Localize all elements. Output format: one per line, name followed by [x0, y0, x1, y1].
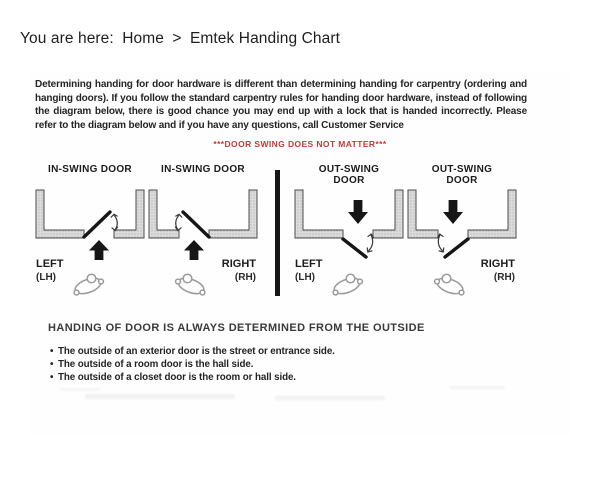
hand-word: LEFT — [295, 258, 323, 270]
hand-label — [481, 258, 515, 284]
hand-label — [36, 258, 64, 284]
wall-left — [295, 190, 343, 238]
hand-abbr: (RH) — [493, 272, 515, 283]
breadcrumb-current: Emtek Handing Chart — [189, 30, 341, 47]
diagram-title: IN-SWING DOOR — [161, 164, 245, 175]
bullet-list — [50, 346, 410, 384]
wall-left — [468, 190, 516, 238]
outside-rule-heading: HANDING OF DOOR IS ALWAYS DETERMINED FROM THE OUTSIDE — [48, 322, 425, 334]
scan-artifact — [450, 386, 505, 389]
breadcrumb-link-home[interactable]: Home — [122, 30, 169, 47]
up-arrow-icon — [184, 240, 204, 260]
diagram-title: OUT-SWING DOOR — [318, 164, 380, 186]
hand-label — [222, 258, 256, 284]
door-leaf — [445, 239, 468, 257]
door-leaf — [183, 212, 209, 237]
breadcrumb-separator: > — [172, 30, 186, 47]
swing-arc-icon — [367, 234, 373, 252]
handing-chart-scan-image — [30, 70, 570, 436]
scan-artifact — [60, 388, 100, 391]
hand-word: RIGHT — [480, 258, 515, 270]
door-frame-graphic — [294, 188, 404, 260]
wall-right — [408, 190, 438, 238]
person-top-view-icon — [69, 269, 107, 299]
door-frame-graphic — [148, 188, 258, 260]
diagram-out-swing-right — [404, 165, 520, 307]
hand-abbr: (RH) — [234, 272, 256, 283]
person-top-view-icon — [328, 269, 366, 299]
door-frame-graphic — [407, 188, 517, 260]
bullet-text: The outside of a closet door is the room or hall side. — [58, 371, 296, 383]
wall-left — [209, 190, 257, 238]
swing-arc-icon — [175, 214, 182, 230]
person-top-view-icon — [172, 269, 210, 299]
bullet-text: The outside of a room door is the hall side. — [58, 358, 254, 370]
hand-word: RIGHT — [221, 258, 256, 270]
down-arrow-icon — [348, 200, 368, 224]
list-item — [50, 346, 410, 359]
intro-paragraph: Determining handing for door hardware is different than determining handing for carpentry (ordering and hanging doors). If you follow the standard carpentry rules for handing door hardware, instead of following the diagram below, there is good chance you may end up with a lock that is handed incorrectly. Please refer to the diagram below and if you have any questions, call Customer Service — [35, 79, 527, 131]
bullet-dot: • — [50, 346, 54, 357]
breadcrumb — [20, 30, 344, 48]
wall-right — [149, 190, 179, 238]
person-top-view-icon — [431, 269, 469, 299]
wall-right — [373, 190, 403, 238]
list-item — [50, 359, 410, 372]
swing-arc-icon — [111, 214, 118, 230]
scan-artifact — [85, 394, 235, 399]
section-divider-bar — [275, 170, 280, 296]
wall-left — [36, 190, 84, 238]
hand-word: LEFT — [36, 258, 64, 270]
diagram-in-swing-right — [145, 165, 261, 307]
diagram-title: OUT-SWING DOOR — [431, 164, 493, 186]
diagram-title: IN-SWING DOOR — [48, 164, 132, 175]
hand-abbr: (LH) — [36, 272, 56, 283]
swing-arc-icon — [437, 234, 443, 252]
breadcrumb-prefix: You are here: — [20, 30, 119, 47]
bullet-dot: • — [50, 358, 54, 370]
scan-artifact — [275, 396, 385, 400]
diagram-out-swing-left — [291, 165, 407, 307]
door-frame-graphic — [35, 188, 145, 260]
bullet-text: The outside of an exterior door is the street or entrance side. — [58, 346, 335, 357]
up-arrow-icon — [89, 240, 109, 260]
door-leaf — [343, 239, 366, 257]
hand-label — [295, 258, 323, 284]
bullet-dot: • — [50, 371, 54, 383]
list-item — [50, 372, 410, 385]
door-leaf — [84, 212, 110, 237]
down-arrow-icon — [443, 200, 463, 224]
diagram-in-swing-left — [32, 165, 148, 307]
wall-right — [114, 190, 144, 238]
hand-abbr: (LH) — [295, 272, 315, 283]
door-swing-warning-text: ***DOOR SWING DOES NOT MATTER*** — [213, 139, 387, 149]
